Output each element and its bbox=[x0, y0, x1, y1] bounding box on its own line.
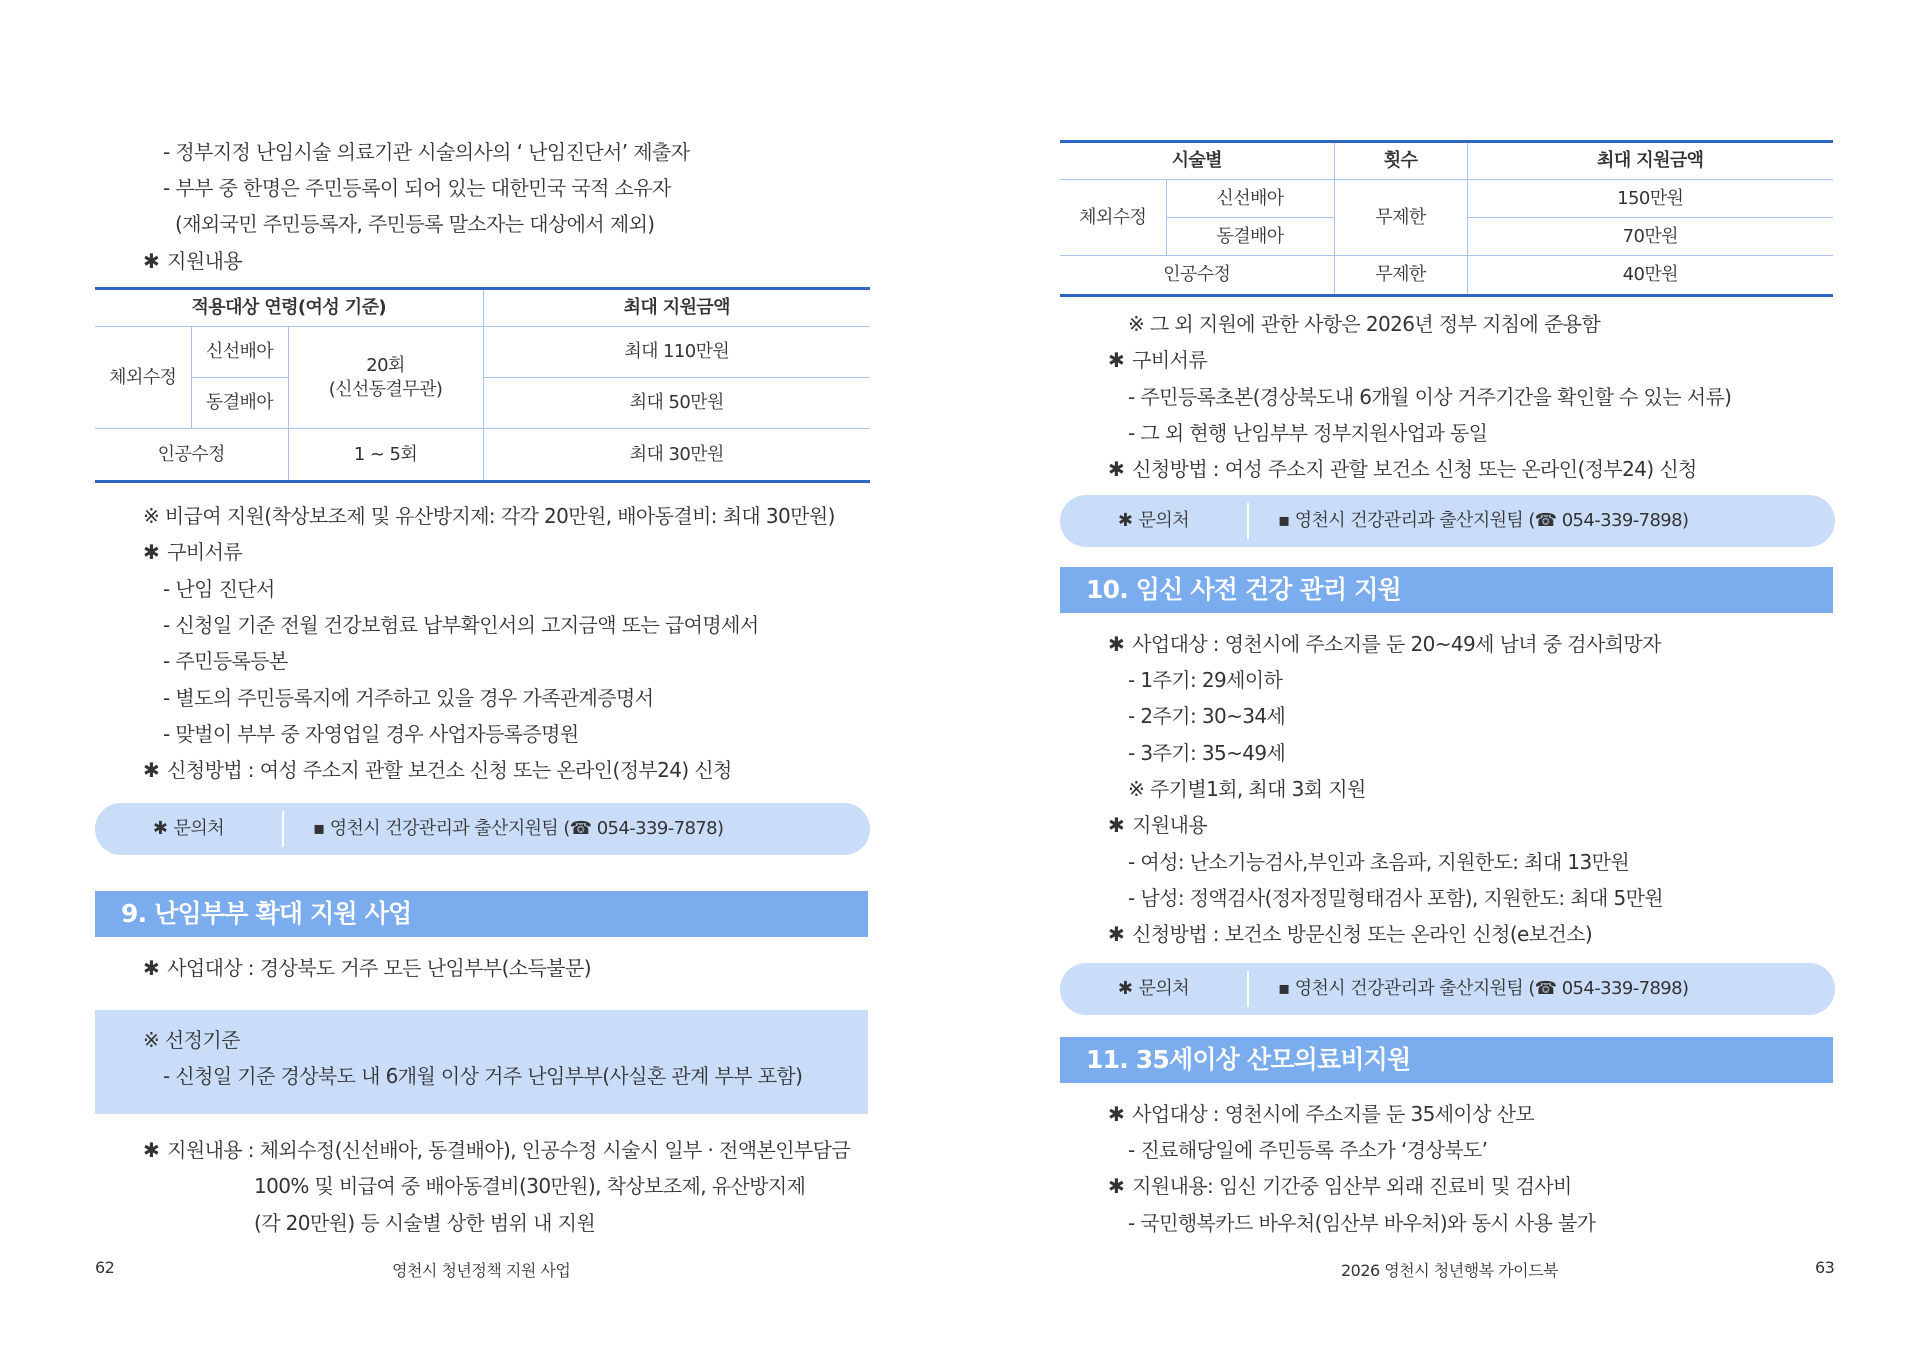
left-page bbox=[95, 0, 870, 1370]
s10-support-item: - 남성: 정액검사(정자정밀형태검사 포함), 지원한도: 최대 5만원 bbox=[1128, 886, 1664, 910]
contact-bar bbox=[95, 803, 870, 855]
table-cell: 40만원 bbox=[1467, 256, 1833, 296]
apply-method: ✱ 신청방법 : 여성 주소지 관할 보건소 신청 또는 온라인(정부24) 신청 bbox=[1108, 457, 1697, 481]
criteria-text: - 신청일 기준 경상북도 내 6개월 이상 거주 난임부부(사실혼 관계 부부 포함) bbox=[163, 1064, 803, 1088]
bullet-icon: ✱ bbox=[1108, 632, 1125, 656]
bullet-icon: ✱ bbox=[1108, 922, 1125, 946]
s10-target: ✱ 사업대상 : 영천시에 주소지를 둔 20~49세 남녀 중 검사희망자 bbox=[1108, 632, 1661, 656]
divider bbox=[1247, 503, 1249, 539]
table-cell: 신선배아 bbox=[1166, 180, 1334, 218]
note: ※ 비급여 지원(착상보조제 및 유산방지제: 각각 20만원, 배아동결비: 최대 30만원) bbox=[143, 504, 835, 528]
s10-cycle: - 1주기: 29세이하 bbox=[1128, 668, 1283, 692]
table-header: 최대 지원금액 bbox=[483, 289, 870, 327]
contact-label: ✱ 문의처 bbox=[1117, 510, 1190, 531]
table-cell: 무제한 bbox=[1334, 180, 1467, 256]
table-header: 최대 지원금액 bbox=[1467, 142, 1833, 180]
table-cell: 동결배아 bbox=[191, 378, 288, 429]
bullet-icon: ✱ bbox=[143, 758, 160, 782]
bullet-icon: ✱ bbox=[1117, 978, 1133, 999]
table-cell: 인공수정 bbox=[95, 429, 288, 482]
s11-support: ✱ 지원내용: 임신 기간중 임산부 외래 진료비 및 검사비 bbox=[1108, 1174, 1572, 1198]
support-table bbox=[95, 287, 870, 483]
docs-item: - 그 외 현행 난임부부 정부지원사업과 동일 bbox=[1128, 421, 1488, 445]
table-cell: 체외수정 bbox=[95, 327, 191, 429]
contact-value: ▪ 영천시 건강관리과 출산지원팀 (☎ 054-339-7878) bbox=[313, 818, 724, 839]
contact-label: ✱ 문의처 bbox=[152, 818, 225, 839]
contact-value: ▪ 영천시 건강관리과 출산지원팀 (☎ 054-339-7898) bbox=[1278, 510, 1689, 531]
table-cell: 최대 50만원 bbox=[483, 378, 870, 429]
s10-support-heading: ✱ 지원내용 bbox=[1108, 813, 1208, 837]
s9-support-cont: 100% 및 비급여 중 배아동결비(30만원), 착상보조제, 유산방지제 bbox=[254, 1174, 806, 1198]
table-cell: 20회 (신선동결무관) bbox=[288, 327, 483, 429]
docs-heading: ✱ 구비서류 bbox=[143, 540, 243, 564]
support-table bbox=[1060, 140, 1833, 297]
section-title: 9. 난임부부 확대 지원 사업 bbox=[95, 891, 868, 937]
table-cell: 체외수정 bbox=[1060, 180, 1166, 256]
s10-cycle: - 3주기: 35~49세 bbox=[1128, 741, 1286, 765]
page-number: 63 bbox=[1815, 1258, 1835, 1277]
s9-target: ✱ 사업대상 : 경상북도 거주 모든 난임부부(소득불문) bbox=[143, 956, 591, 980]
table-cell: 최대 30만원 bbox=[483, 429, 870, 482]
contact-value: ▪ 영천시 건강관리과 출산지원팀 (☎ 054-339-7898) bbox=[1278, 978, 1689, 999]
table-cell: 최대 110만원 bbox=[483, 327, 870, 378]
right-page bbox=[1060, 0, 1835, 1370]
bullet-icon: ✱ bbox=[143, 540, 160, 564]
note: ※ 그 외 지원에 관한 사항은 2026년 정부 지침에 준용함 bbox=[1128, 312, 1601, 336]
bullet-icon: ✱ bbox=[1108, 813, 1125, 837]
bullet-icon: ✱ bbox=[1108, 457, 1125, 481]
criteria-box bbox=[95, 1010, 868, 1114]
bullet-icon: ✱ bbox=[1117, 510, 1133, 531]
table-cell: 인공수정 bbox=[1060, 256, 1334, 296]
bullet-icon: ✱ bbox=[1108, 1174, 1125, 1198]
s10-apply: ✱ 신청방법 : 보건소 방문신청 또는 온라인 신청(e보건소) bbox=[1108, 922, 1593, 946]
s10-note: ※ 주기별1회, 최대 3회 지원 bbox=[1128, 777, 1366, 801]
section-title: 10. 임신 사전 건강 관리 지원 bbox=[1060, 567, 1833, 613]
intro-line: - 부부 중 한명은 주민등록이 되어 있는 대한민국 국적 소유자 bbox=[163, 176, 671, 200]
divider bbox=[282, 811, 284, 847]
contact-bar bbox=[1060, 495, 1835, 547]
table-header: 횟수 bbox=[1334, 142, 1467, 180]
divider bbox=[1247, 971, 1249, 1007]
s11-target-sub: - 진료해당일에 주민등록 주소가 ‘경상북도’ bbox=[1128, 1138, 1488, 1162]
docs-item: - 신청일 기준 전월 건강보험료 납부확인서의 고지금액 또는 급여명세서 bbox=[163, 613, 759, 637]
table-cell: 1 ~ 5회 bbox=[288, 429, 483, 482]
docs-item: - 맞벌이 부부 중 자영업일 경우 사업자등록증명원 bbox=[163, 722, 579, 746]
bullet-icon: ✱ bbox=[143, 249, 160, 273]
bullet-icon: ✱ bbox=[1108, 1102, 1125, 1126]
footer-title: 2026 영천시 청년행복 가이드북 bbox=[1341, 1261, 1558, 1280]
bullet-icon: ✱ bbox=[1108, 348, 1125, 372]
bullet-icon: ✱ bbox=[143, 1138, 160, 1162]
intro-line: - 정부지정 난임시술 의료기관 시술의사의 ‘ 난임진단서’ 제출자 bbox=[163, 140, 690, 164]
contact-label: ✱ 문의처 bbox=[1117, 978, 1190, 999]
docs-item: - 주민등록초본(경상북도내 6개월 이상 거주기간을 확인할 수 있는 서류) bbox=[1128, 385, 1732, 409]
table-cell: 신선배아 bbox=[191, 327, 288, 378]
docs-heading: ✱ 구비서류 bbox=[1108, 348, 1208, 372]
page-number: 62 bbox=[95, 1258, 115, 1277]
s9-support: ✱ 지원내용 : 체외수정(신선배아, 동결배아), 인공수정 시술시 일부 · 전액본인부담금 bbox=[143, 1138, 851, 1162]
bullet-icon: ✱ bbox=[143, 956, 160, 980]
table-header: 시술별 bbox=[1060, 142, 1334, 180]
table-cell: 70만원 bbox=[1467, 218, 1833, 256]
section-title: 11. 35세이상 산모의료비지원 bbox=[1060, 1037, 1833, 1083]
criteria-heading: ※ 선정기준 bbox=[143, 1028, 240, 1052]
docs-item: - 난임 진단서 bbox=[163, 577, 275, 601]
docs-item: - 별도의 주민등록지에 거주하고 있을 경우 가족관계증명서 bbox=[163, 686, 654, 710]
apply-method: ✱ 신청방법 : 여성 주소지 관할 보건소 신청 또는 온라인(정부24) 신청 bbox=[143, 758, 732, 782]
contact-bar bbox=[1060, 963, 1835, 1015]
s11-support-sub: - 국민행복카드 바우처(임산부 바우처)와 동시 사용 불가 bbox=[1128, 1211, 1596, 1235]
docs-item: - 주민등록등본 bbox=[163, 649, 288, 673]
s10-cycle: - 2주기: 30~34세 bbox=[1128, 704, 1286, 728]
table-cell: 동결배아 bbox=[1166, 218, 1334, 256]
s11-target: ✱ 사업대상 : 영천시에 주소지를 둔 35세이상 산모 bbox=[1108, 1102, 1535, 1126]
footer-title: 영천시 청년정책 지원 사업 bbox=[392, 1261, 571, 1280]
s10-support-item: - 여성: 난소기능검사,부인과 초음파, 지원한도: 최대 13만원 bbox=[1128, 850, 1630, 874]
intro-line: (재외국민 주민등록자, 주민등록 말소자는 대상에서 제외) bbox=[175, 212, 655, 236]
table-header: 적용대상 연령(여성 기준) bbox=[95, 289, 483, 327]
table-cell: 150만원 bbox=[1467, 180, 1833, 218]
bullet-icon: ✱ bbox=[152, 818, 168, 839]
support-heading: ✱ 지원내용 bbox=[143, 249, 243, 273]
s9-support-cont: (각 20만원) 등 시술별 상한 범위 내 지원 bbox=[254, 1211, 596, 1235]
table-cell: 무제한 bbox=[1334, 256, 1467, 296]
